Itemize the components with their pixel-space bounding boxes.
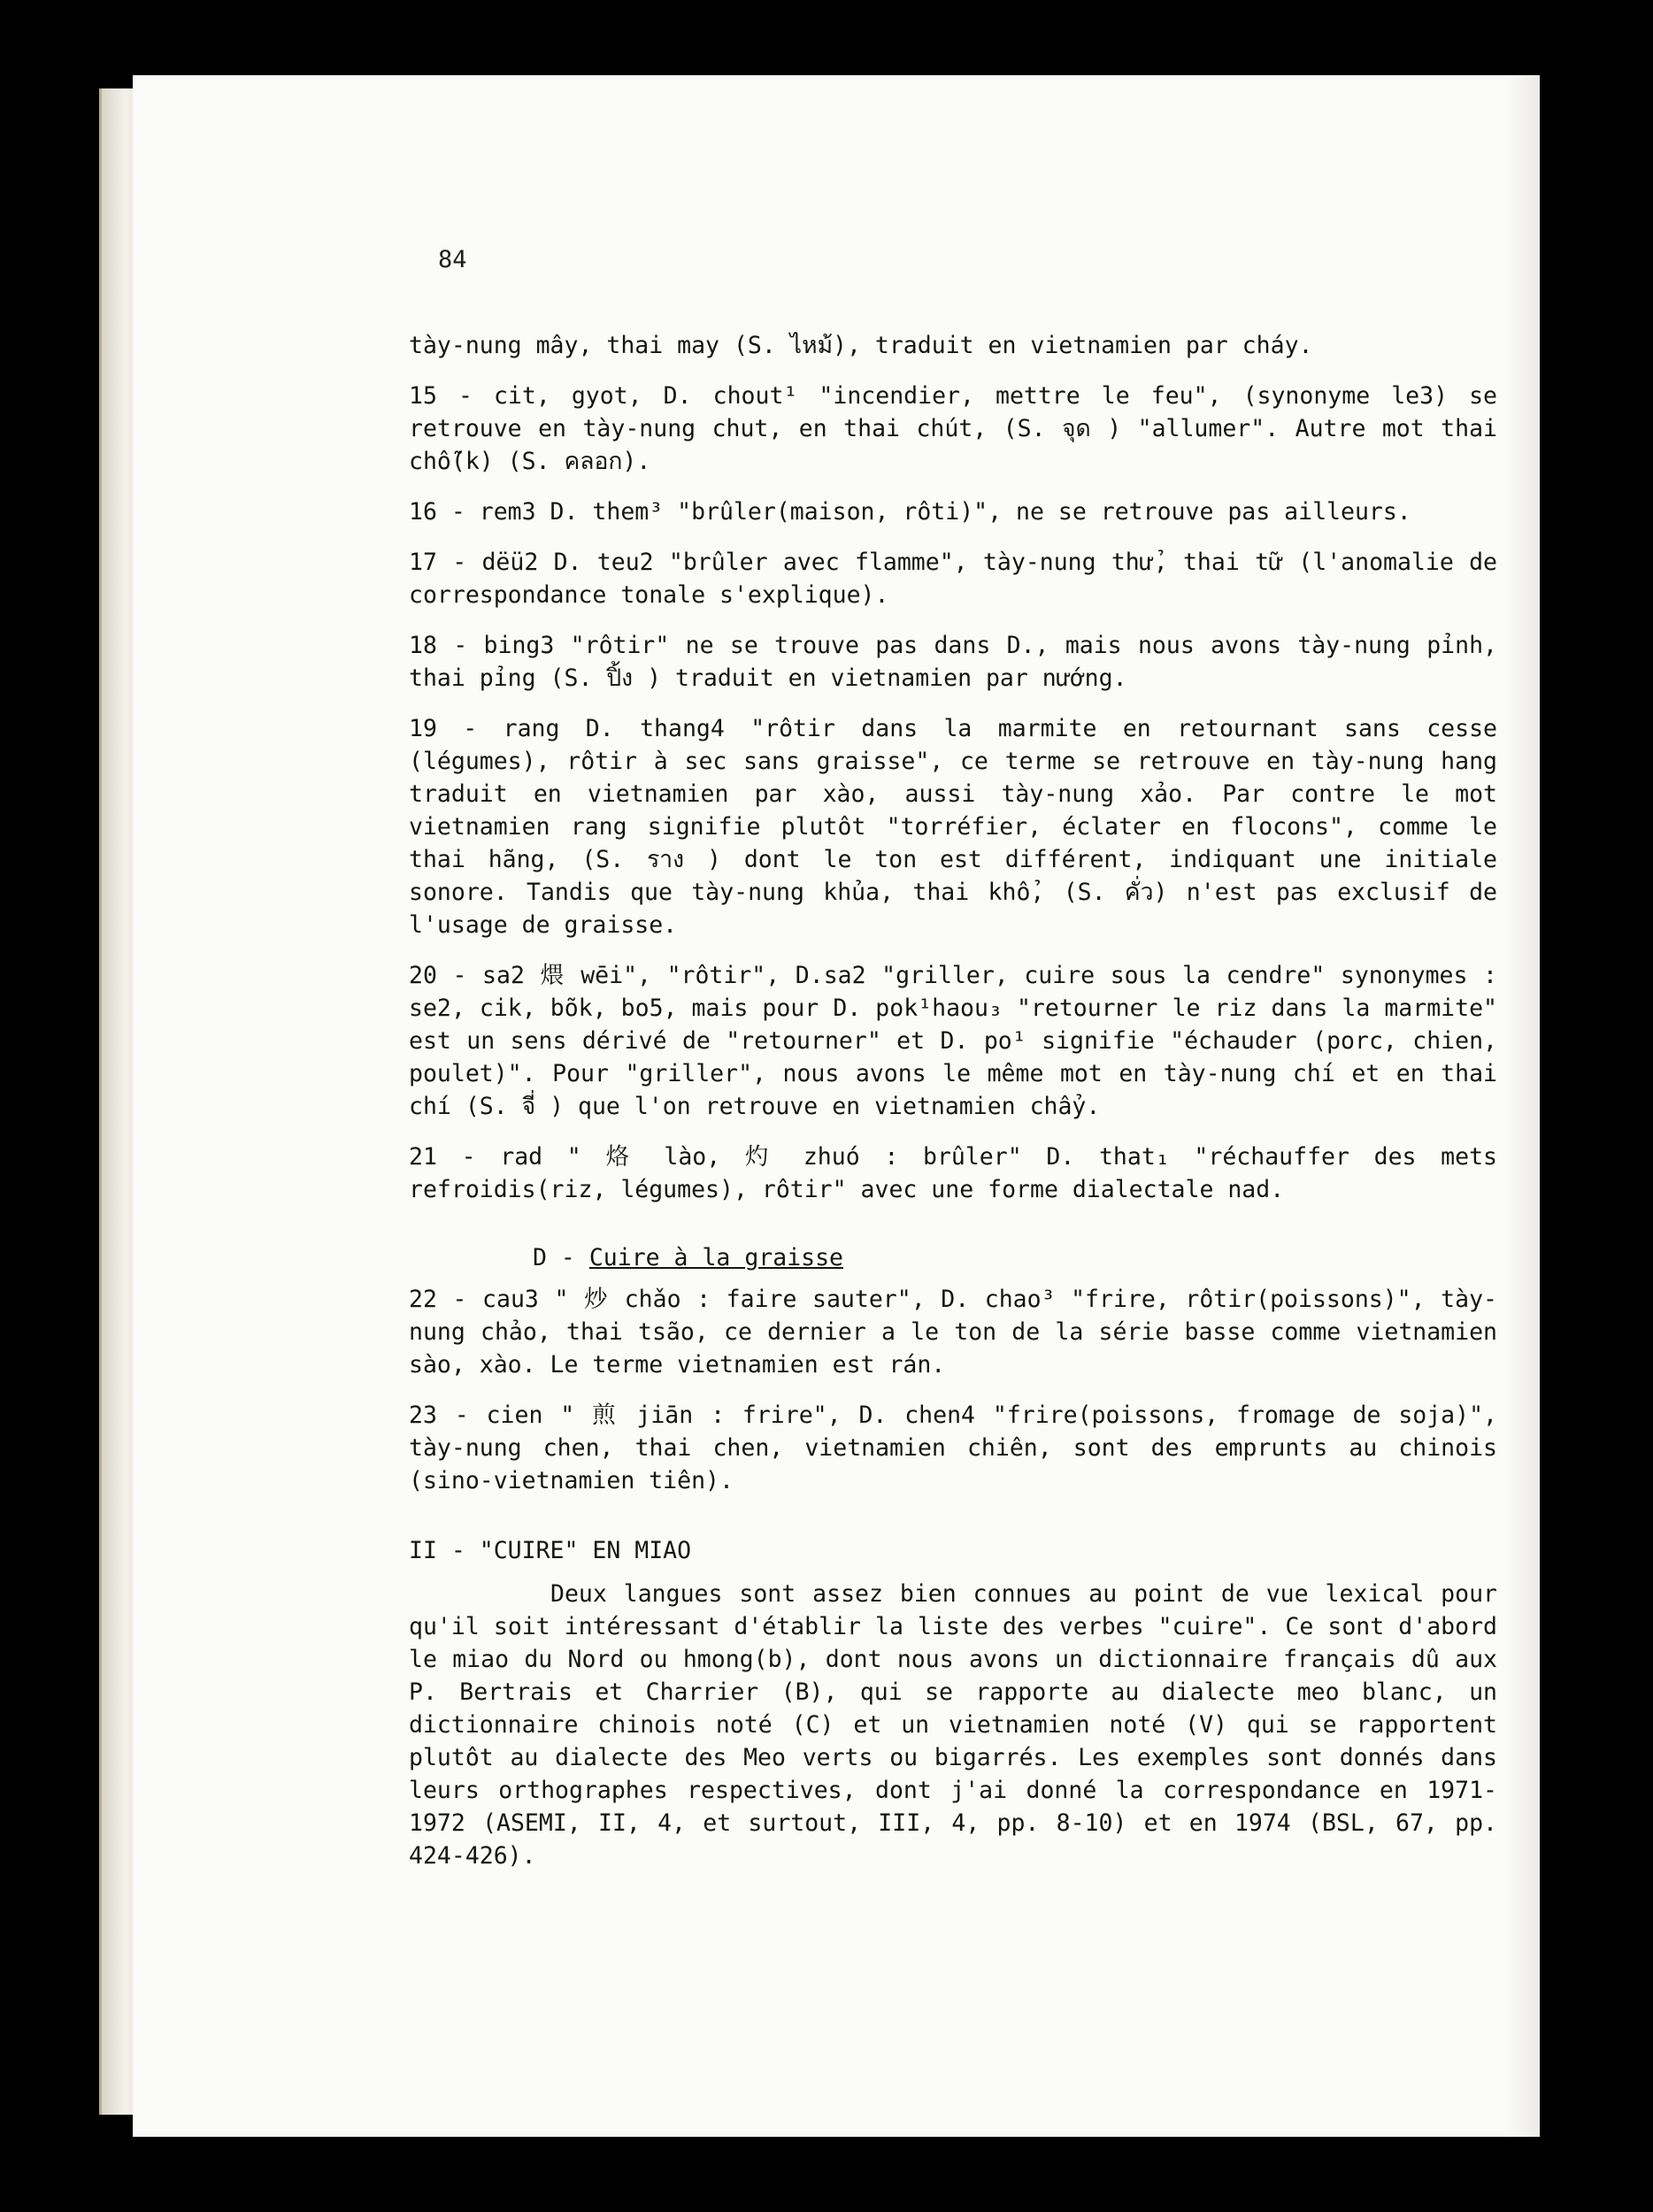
section-d-title: Cuire à la graisse bbox=[588, 1244, 844, 1271]
paragraph-entry-22: 22 - cau3 " 炒 chǎo : faire sauter", D. chao³ "frire, rôtir(poissons)", tày-nung chảo, thai tsão, ce dernier a le ton de la série basse comme vietnamien sào, xào. Le terme vietnamien est rán. bbox=[409, 1286, 1497, 1379]
section-ii-heading: II - "CUIRE" EN MIAO bbox=[409, 1537, 692, 1564]
paragraph: tày-nung mây, thai may (S. ไหม้), traduit en vietnamien par cháy. bbox=[409, 332, 1313, 359]
paragraph-entry-19: 19 - rang D. thang4 "rôtir dans la marmite en retournant sans cesse (légumes), rôtir à sec sans graisse", ce terme se retrouve en tày-nung hang traduit en vietnamien par xào, aussi tày-nung xảo. Par contre le mot vietnamien rang signifie plutôt "torréfier, éclater en flocons", comme le thai hãng, (S. ราง ) dont le ton est différent, indiquant une initiale sonore. Tandis que tày-nung khủa, thai khổ, (S. คั่ว) n'est pas exclusif de l'usage de graisse. bbox=[409, 715, 1497, 939]
paragraph-entry-21: 21 - rad " 烙 lào, 灼 zhuó : brûler" D. that₁ "réchauffer des mets refroidis(riz, légumes), rôtir" avec une forme dialectale nad. bbox=[409, 1143, 1497, 1203]
page-number: 84 bbox=[438, 246, 467, 273]
page-content bbox=[409, 329, 1497, 1890]
page-curl-shadow bbox=[1504, 75, 1540, 2137]
paragraph-entry-16: 16 - rem3 D. them³ "brûler(maison, rôti)", ne se retrouve pas ailleurs. bbox=[409, 498, 1411, 526]
paragraph-entry-18: 18 - bing3 "rôtir" ne se trouve pas dans D., mais nous avons tày-nung pỉnh, thai pỉng (S. ปิ้ง ) traduit en vietnamien par nướng. bbox=[409, 632, 1497, 692]
paragraph-intro-miao: Deux langues sont assez bien connues au point de vue lexical pour qu'il soit intéressant d'établir la liste des verbes "cuire". Ce sont d'abord le miao du Nord ou hmong(b), dont nous avons un dictionnaire français dû aux P. Bertrais et Charrier (B), qui se rapporte au dialecte meo blanc, un dictionnaire chinois noté (C) et un vietnamien noté (V) qui se rapportent plutôt au dialecte des Meo verts ou bigarrés. Les exemples sont donnés dans leurs orthographes respectives, dont j'ai donné la correspondance en 1971-1972 (ASEMI, II, 4, et surtout, III, 4, pp. 8-10) et en 1974 (BSL, 67, pp. 424-426). bbox=[409, 1580, 1497, 1870]
paragraph-entry-17: 17 - dëü2 D. teu2 "brûler avec flamme", tày-nung thử, thai tữ (l'anomalie de correspondance tonale s'explique). bbox=[409, 549, 1497, 609]
section-d-heading bbox=[533, 1241, 1497, 1274]
paragraph-entry-15: 15 - cit, gyot, D. chout¹ "incendier, mettre le feu", (synonyme le3) se retrouve en tày-nung chut, en thai chút, (S. จุด ) "allumer". Autre mot thai chỗ(k) (S. คลอก). bbox=[409, 382, 1497, 475]
section-d-prefix: D - bbox=[533, 1244, 589, 1271]
paragraph-entry-20: 20 - sa2 煨 wēi", "rôtir", D.sa2 "griller, cuire sous la cendre" synonymes : se2, cik, bõk, bo5, mais pour D. pok¹haou₃ "retourner le riz dans la marmite" est un sens dérivé de "retourner" et D. po¹ signifie "échauder (porc, chien, poulet)". Pour "griller", nous avons le même mot en tày-nung chí et en thai chí (S. จี่ ) que l'on retrouve en vietnamien chẩy. bbox=[409, 962, 1497, 1120]
paragraph-entry-23: 23 - cien " 煎 jiān : frire", D. chen4 "frire(poissons, fromage de soja)", tày-nung chen, thai chen, vietnamien chiên, sont des emprunts au chinois (sino-vietnamien tiên). bbox=[409, 1402, 1497, 1494]
